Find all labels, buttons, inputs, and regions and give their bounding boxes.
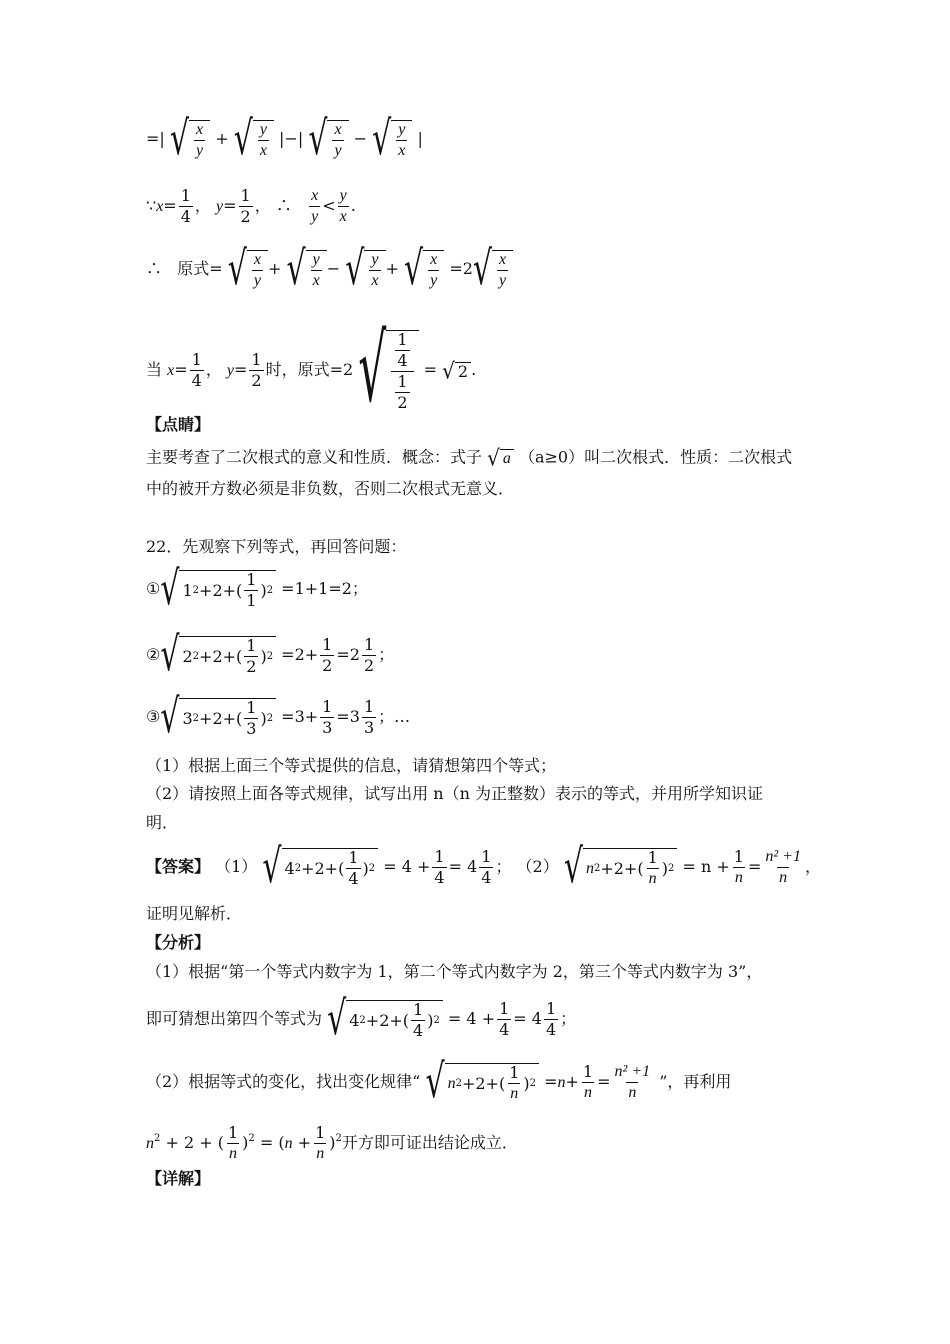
answer-frac-1-4-b: $\frac{1}{4}$ [481, 847, 492, 887]
eq1-result: =1+1=2； [281, 579, 368, 598]
answer-frac-1-n: $\frac{1}{n}$ [733, 847, 744, 886]
answer-sqrt-4: √ 4 2 +2+( $\frac{1}{4}$ ) 2 [262, 848, 378, 887]
answer-part-1-eq: = 4 + [383, 857, 431, 876]
problem-22-heading: 22．先观察下列等式，再回答问题： [146, 537, 407, 556]
analysis-p1: （1）根据“第一个等式内数字为 1，第二个等式内数字为 2，第三个等式内数字为 3”， [146, 962, 763, 981]
sqrt-eq3: √ 3 2 +2+( $\frac{1}{3}$ ) 2 [160, 698, 276, 737]
label-circle-1: ① [146, 579, 161, 598]
therefore-symbol: ∴ [275, 196, 292, 215]
expr-line-3: ∴ 原式= √ $\frac{x}{y}$ + √ $\frac{y}{x}$ − √ $\frac{y}{x}$ + √ $\frac{x}{y}$ =2 √ $\frac{x}{y}$ [146, 250, 513, 289]
equals-2: = [223, 196, 237, 215]
answer-part-2-eq2: = [747, 857, 762, 876]
analysis-frac-1-n-c: $\frac{1}{n}$ [315, 1123, 326, 1162]
sqrt-2: √ 2 [442, 361, 471, 381]
analysis-sqrt-n: √ n 2 +2+( $\frac{1}{n}$ ) 2 [425, 1063, 539, 1102]
frac-1-2: $\frac{1}{2}$ [240, 186, 251, 226]
analysis-frac-1-n-b: $\frac{1}{n}$ [227, 1123, 239, 1162]
analysis-p3: $n^2 + 2$ + ( $\frac{1}{n}$ )$^2$ = (n + $\frac{1}{n}$ )$^2$开方即可证出结论成立． [146, 1123, 518, 1162]
answer-part-2-label: （2） [516, 857, 559, 876]
answer-sqrt-n: √ n 2 +2+( $\frac{1}{n}$ ) 2 [564, 848, 678, 887]
frac-x-y: $\frac{x}{y}$ [311, 187, 319, 225]
time-text: 时，原式=2 [265, 360, 354, 379]
var-y: y [216, 198, 224, 215]
sqrt-x-over-y: √ $\frac{x}{y}$ [170, 120, 210, 159]
frac-1-2-b: $\frac{1}{2}$ [251, 350, 262, 390]
equation-3 [146, 689, 411, 744]
label-circle-3: ③ [146, 707, 161, 726]
period: . [350, 196, 356, 215]
frac-1-4: $\frac{1}{4}$ [180, 186, 191, 226]
answer-part-1-eq2: = 4 [448, 857, 478, 876]
sqrt-eq2: √ 2 2 +2+( $\frac{1}{2}$ ) 2 [160, 636, 276, 675]
analysis-frac-1-n: $\frac{1}{n}$ [582, 1062, 594, 1101]
label-circle-2: ② [146, 645, 161, 664]
therefore-symbol-2: ∴ [146, 259, 163, 278]
comma-2: ， [254, 196, 271, 215]
expr-line-4: 当 x= $\frac{1}{4}$ ， y= $\frac{1}{2}$ 时，原式=2 √ $\frac{\frac{1}{4}}{\frac{1}{2}}$ = √ 2 . [146, 315, 477, 423]
period-2: . [471, 360, 477, 379]
answer-heading: 【答案】 [146, 857, 211, 876]
answer-line [146, 839, 821, 894]
analysis-heading: 【分析】 [146, 933, 211, 952]
question-1: （1）根据上面三个等式提供的信息，请猜想第四个等式； [146, 756, 557, 775]
equals-two: =2 [449, 259, 473, 278]
answer-conclusion: 证明见解析． [146, 904, 243, 923]
sqrt-term-4: √ $\frac{x}{y}$ [404, 250, 444, 289]
answer-part-2-eq: = n + [682, 857, 730, 876]
sqrt-a: √ a [487, 448, 514, 468]
var-x-2: x [167, 362, 175, 379]
expr-line-2 [146, 188, 356, 225]
sqrt-term-1: √ $\frac{x}{y}$ [228, 250, 268, 289]
notes-line-2: 中的被开方数必须是非负数，否则二次根式无意义． [146, 479, 515, 498]
eq-bar-open: =| [146, 129, 165, 148]
answer-frac-1-4: $\frac{1}{4}$ [434, 847, 445, 887]
semicolon: ； [495, 857, 512, 876]
eq3-frac: $\frac{1}{3}$ [322, 697, 333, 737]
eq2-result-a: =2+ [281, 645, 319, 664]
less-than: < [322, 196, 336, 215]
analysis-p1b: 即可猜想出第四个等式为 √ 4 2 +2+( $\frac{1}{4}$ ) 2 = 4 + $\frac{1}{4}$ = 4 $\frac{1}{4}$ ； [146, 991, 577, 1046]
equation-1 [146, 561, 368, 616]
frac-1-4-b: $\frac{1}{4}$ [191, 350, 202, 390]
sqrt-nested-frac: √ $\frac{\frac{1}{4}}{\frac{1}{2}}$ [358, 330, 418, 411]
sqrt-y-over-x: √ $\frac{y}{x}$ [234, 120, 274, 159]
var-y-2: y [226, 362, 235, 379]
question-2-line-2: 明． [146, 813, 179, 832]
analysis-frac-n2-1: $\frac{\text{n² +1}}{n}$ [614, 1063, 651, 1101]
answer-frac-n2-1: $\frac{\text{n² +1}}{n}$ [765, 848, 801, 886]
because-symbol: ∵ [146, 196, 157, 215]
eq2-frac: $\frac{1}{2}$ [322, 635, 333, 675]
sqrt-x-over-y-2: √ $\frac{x}{y}$ [308, 120, 348, 159]
original-expr-label: 原式= [177, 259, 223, 278]
eq-bar-close: | [417, 129, 423, 148]
notes-heading: 【点睛】 [146, 415, 211, 434]
sqrt-y-over-x-2: √ $\frac{y}{x}$ [372, 120, 412, 159]
equals-3: = [423, 360, 438, 379]
sqrt-term-3: √ $\frac{y}{x}$ [345, 250, 385, 289]
eq2-result-b: =2 [336, 645, 360, 664]
when-text: 当 [146, 360, 163, 379]
answer-part-1-label: （1） [215, 857, 258, 876]
eq3-frac-2: $\frac{1}{3}$ [363, 697, 375, 737]
sqrt-term-5: √ $\frac{x}{y}$ [473, 250, 513, 289]
eq3-result-a: =3+ [281, 707, 319, 726]
sqrt-eq1: √ 1 2 +2+( $\frac{1}{1}$ ) 2 [160, 570, 276, 609]
frac-y-x: $\frac{y}{x}$ [339, 187, 347, 225]
analysis-frac-1-4-b: $\frac{1}{4}$ [545, 999, 557, 1039]
expr-line-1: =| √ $\frac{x}{y}$ + √ $\frac{y}{x}$ |−| √ $\frac{x}{y}$ − √ $\frac{y}{x}$ | [146, 111, 423, 166]
eq3-result-b: =3 [336, 707, 360, 726]
detail-heading: 【详解】 [146, 1169, 211, 1188]
eq3-end: ；… [378, 707, 411, 726]
comma: ， [194, 196, 211, 215]
var-x: x [156, 198, 164, 215]
eq2-end: ； [378, 645, 395, 664]
comma-3: ， [804, 857, 821, 876]
analysis-sqrt-4: √ 4 2 +2+( $\frac{1}{4}$ ) 2 [327, 1000, 443, 1039]
notes-line-1: 主要考查了二次根式的意义和性质．概念：式子 √ a （a≥0）叫二次根式．性质：二次根式 [146, 444, 793, 472]
question-2-line-1: （2）请按照上面各等式规律，试写出用 n（n 为正整数）表示的等式，并用所学知识证 [146, 784, 763, 803]
eq2-frac-2: $\frac{1}{2}$ [363, 635, 375, 675]
equals: = [163, 196, 177, 215]
analysis-frac-1-4: $\frac{1}{4}$ [499, 999, 510, 1039]
analysis-p2: （2）根据等式的变化，找出变化规律“ √ n 2 +2+( $\frac{1}{n}$ ) 2 =n+ $\frac{1}{n}$ = $\frac{\text{n² +1}}{n}$ ”，再利用 [146, 1054, 732, 1109]
sqrt-term-2: √ $\frac{y}{x}$ [287, 250, 327, 289]
equation-2 [146, 627, 395, 682]
eq-bar-mid: |−| [279, 129, 304, 148]
